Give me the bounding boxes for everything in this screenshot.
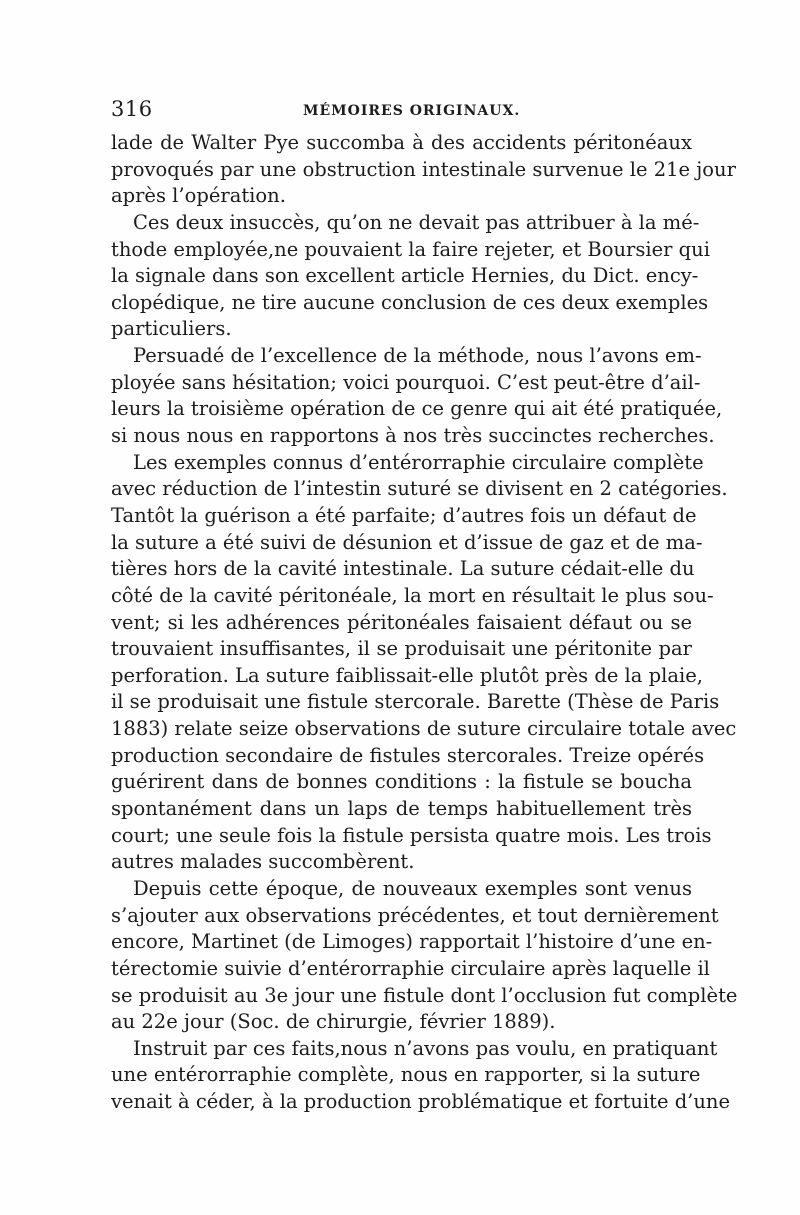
text-line: vent; si les adhérences péritonéales faisaient défaut ou se xyxy=(111,610,692,634)
text-line: autres malades succombèrent. xyxy=(111,850,415,874)
text-line: Ces deux insuccès, qu’on ne devait pas attribuer à la mé- xyxy=(133,210,700,234)
text-line: perforation. La suture faiblissait-elle plutôt près de la plaie, xyxy=(111,663,703,687)
text-line: s’ajouter aux observations précédentes, et tout dernièrement xyxy=(111,903,719,927)
text-line: leurs la troisième opération de ce genre qui ait été pratiquée, xyxy=(111,397,723,421)
text-line: la signale dans son excellent article Hernies, du Dict. ency- xyxy=(111,264,699,288)
text-line: il se produisait une fistule stercorale. Barette (Thèse de Paris xyxy=(111,690,720,714)
text-line: au 22e jour (Soc. de chirurgie, février 1889). xyxy=(111,1010,556,1034)
text-line: venait à céder, à la production problématique et fortuite d’une xyxy=(111,1090,731,1114)
text-line: particuliers. xyxy=(111,317,232,341)
text-line: ployée sans hésitation; voici pourquoi. C’est peut-être d’ail- xyxy=(111,370,701,394)
text-line: encore, Martinet (de Limoges) rapportait l’histoire d’une en- xyxy=(111,930,713,954)
text-line: Depuis cette époque, de nouveaux exemples sont venus xyxy=(133,876,692,900)
text-line: tières hors de la cavité intestinale. La suture cédait-elle du xyxy=(111,557,695,581)
text-line: côté de la cavité péritonéale, la mort en résultait le plus sou- xyxy=(111,583,714,607)
text-line: spontanément dans un laps de temps habituellement très xyxy=(111,797,692,821)
text-line: trouvaient insuffisantes, il se produisait une péritonite par xyxy=(111,637,692,661)
text-line: Persuadé de l’excellence de la méthode, nous l’avons em- xyxy=(133,344,702,368)
text-line: guérirent dans de bonnes conditions : la fistule se boucha xyxy=(111,770,692,794)
page-number: 316 xyxy=(111,97,153,121)
text-line: 1883) relate seize observations de suture circulaire totale avec xyxy=(111,717,737,741)
text-line: térectomie suivie d’entérorraphie circulaire après laquelle il xyxy=(111,956,710,980)
text-line: production secondaire de fistules stercorales. Treize opérés xyxy=(111,743,705,767)
text-line: une entérorraphie complète, nous en rapporter, si la suture xyxy=(111,1063,701,1087)
text-line: si nous nous en rapportons à nos très succinctes recherches. xyxy=(111,424,715,448)
text-line: Instruit par ces faits,nous n’avons pas voulu, en pratiquant xyxy=(133,1036,718,1060)
text-line: clopédique, ne tire aucune conclusion de ces deux exemples xyxy=(111,290,709,314)
body-text xyxy=(111,130,738,1116)
text-line: Les exemples connus d’entérorraphie circulaire complète xyxy=(133,450,704,474)
text-line: Tantôt la guérison a été parfaite; d’autres fois un défaut de xyxy=(111,503,697,527)
running-head xyxy=(111,97,692,125)
text-line: thode employée,ne pouvaient la faire rejeter, et Boursier qui xyxy=(111,237,710,261)
text-line: provoqués par une obstruction intestinale survenue le 21e jour xyxy=(111,157,736,181)
text-line: court; une seule fois la fistule persista quatre mois. Les trois xyxy=(111,823,712,847)
text-line: avec réduction de l’intestin suturé se divisent en 2 catégories. xyxy=(111,477,728,501)
text-line: se produisit au 3e jour une fistule dont l’occlusion fut complète xyxy=(111,983,738,1007)
text-line: lade de Walter Pye succomba à des accidents péritonéaux xyxy=(111,131,692,154)
text-line: après l’opération. xyxy=(111,184,286,208)
text-line: la suture a été suivi de désunion et d’issue de gaz et de ma- xyxy=(111,530,703,554)
running-title: MÉMOIRES ORIGINAUX. xyxy=(303,103,521,119)
